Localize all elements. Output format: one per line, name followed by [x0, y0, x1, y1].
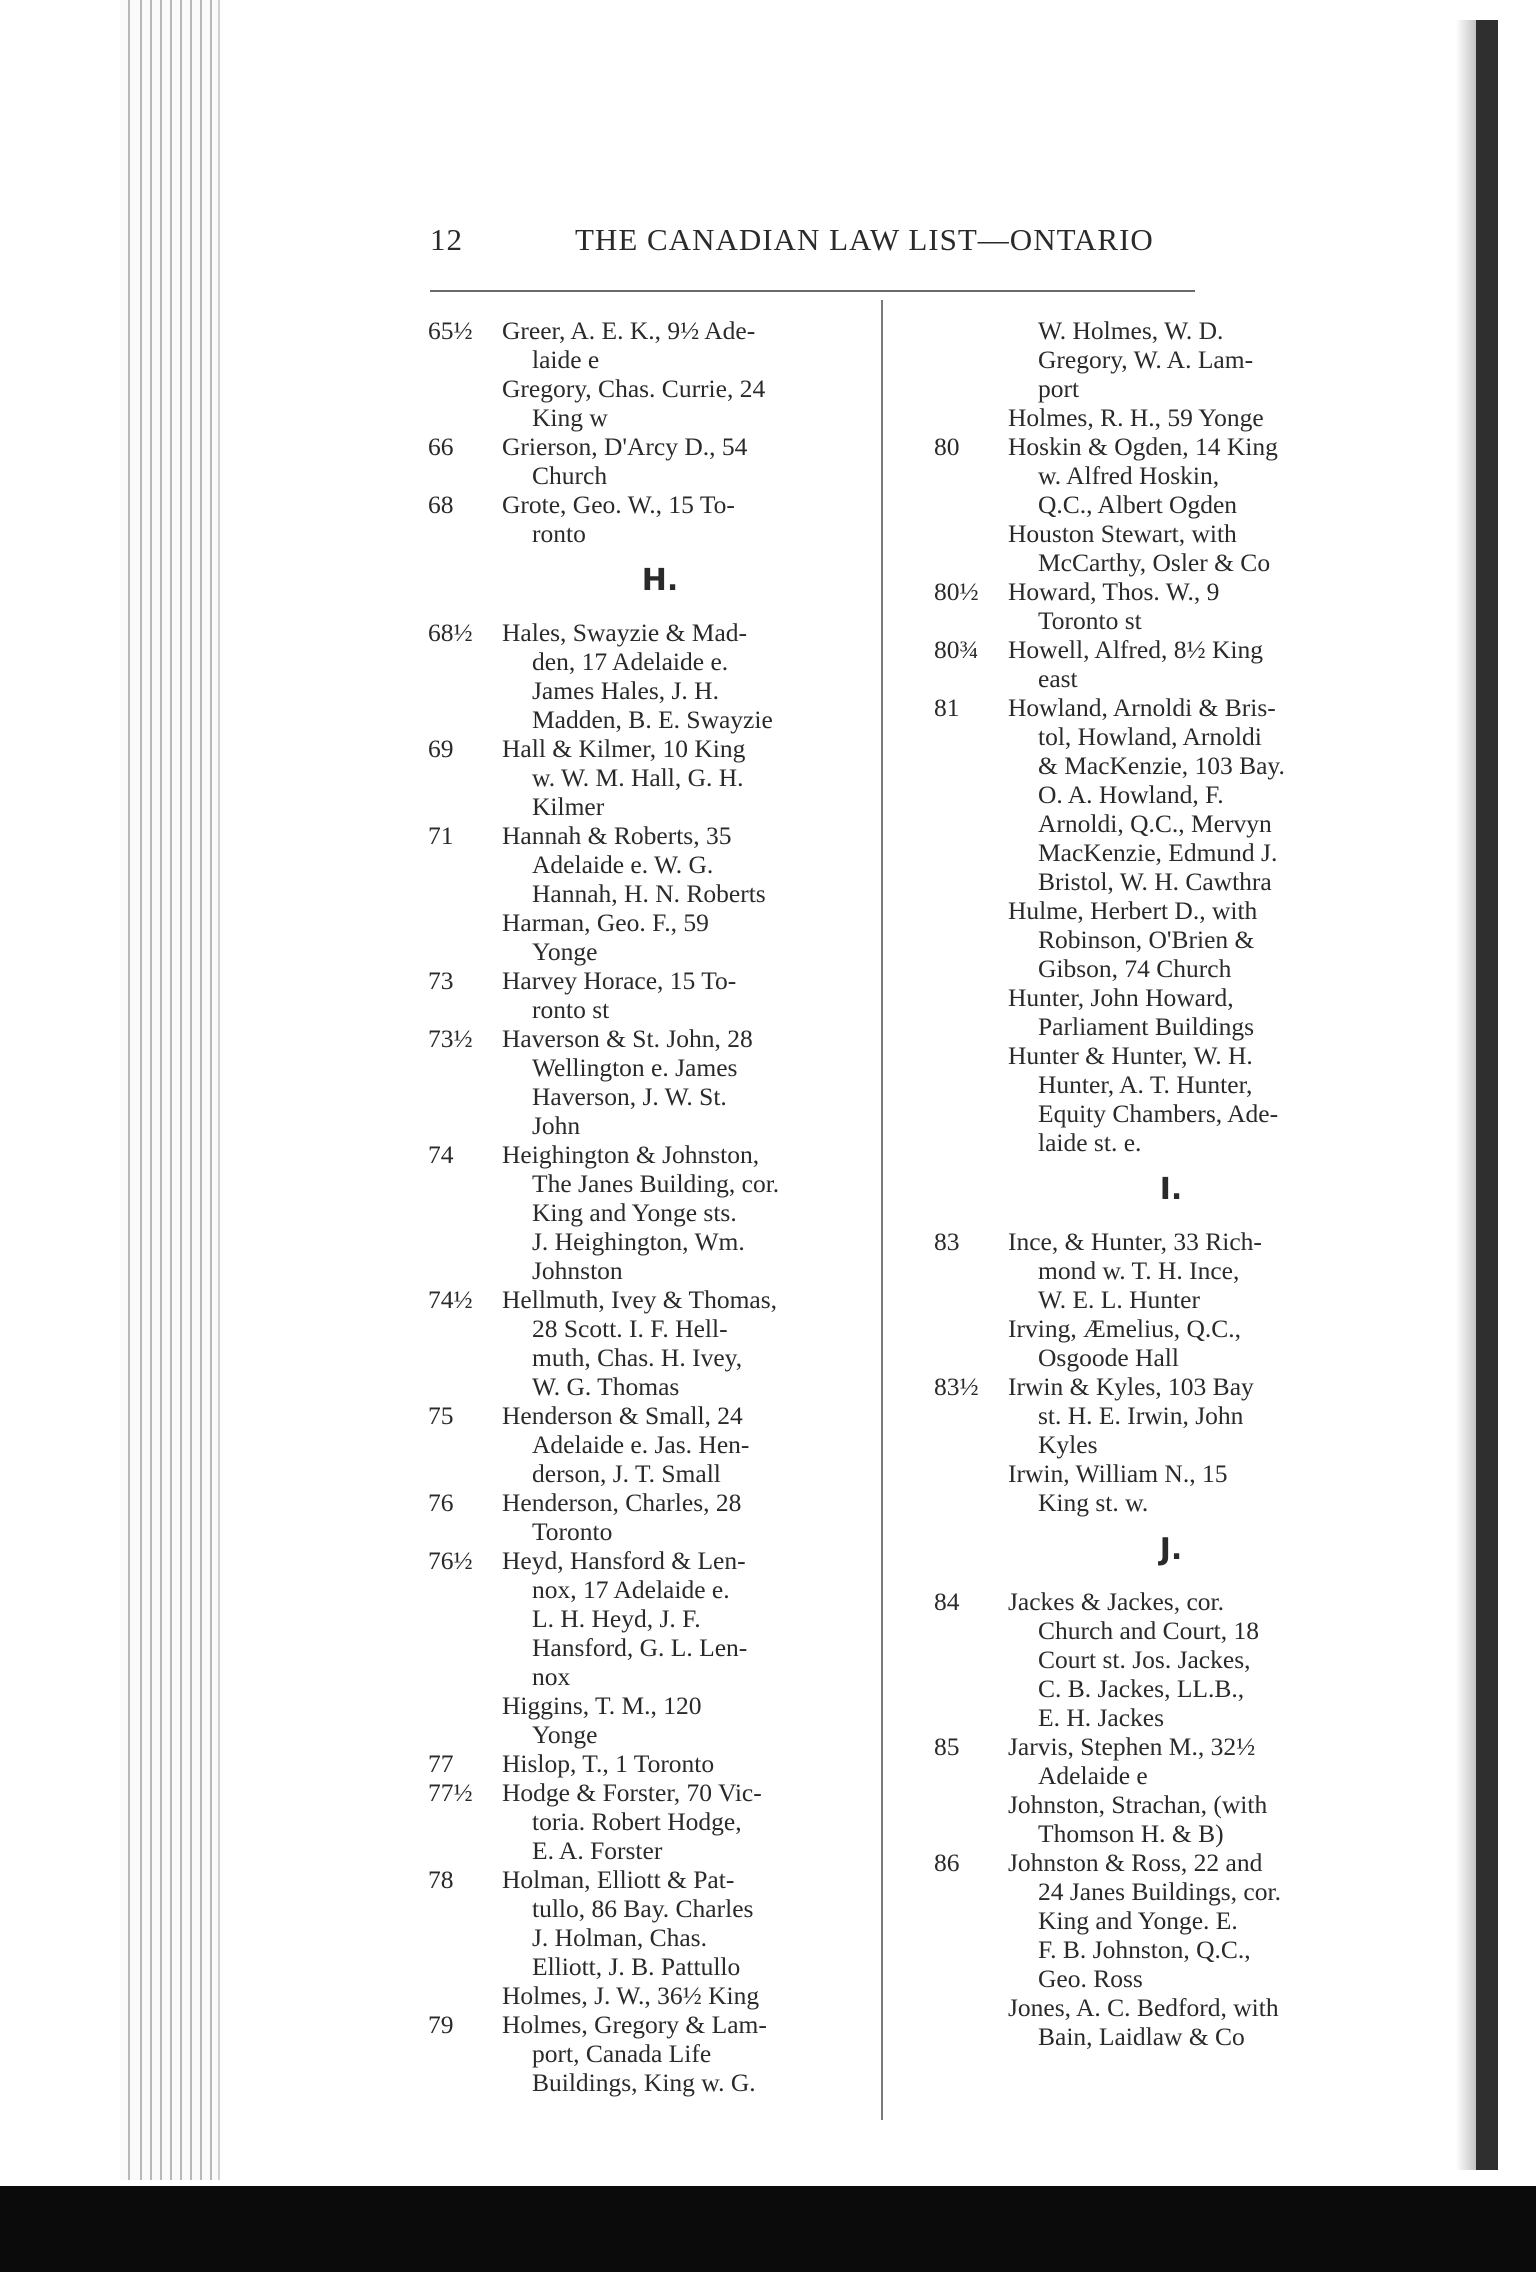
entry-line: st. H. E. Irwin, John	[1038, 1401, 1244, 1430]
entry-line: Madden, B. E. Swayzie	[532, 705, 773, 734]
entry-line: Harman, Geo. F., 59	[502, 908, 709, 937]
entry-line: nox, 17 Adelaide e.	[532, 1575, 730, 1604]
entry-line: Holmes, Gregory & Lam-	[502, 2010, 767, 2039]
section-heading: I.	[1159, 1172, 1183, 1207]
entry-line: E. H. Jackes	[1038, 1703, 1165, 1732]
entry-line: Hunter, A. T. Hunter,	[1038, 1070, 1253, 1099]
directory-entry	[934, 1314, 1334, 1372]
entry-number: 79	[428, 2010, 454, 2039]
directory-entry	[428, 432, 818, 490]
entry-line: Kyles	[1038, 1430, 1098, 1459]
entry-line: The Janes Building, cor.	[532, 1169, 780, 1198]
entry-line: Hulme, Herbert D., with	[1008, 896, 1258, 925]
entry-line: Adelaide e	[1038, 1761, 1148, 1790]
entry-line: C. B. Jackes, LL.B.,	[1038, 1674, 1245, 1703]
entry-line: W. Holmes, W. D.	[1038, 316, 1224, 345]
entry-line: Adelaide e. Jas. Hen-	[532, 1430, 750, 1459]
entry-line: Hannah, H. N. Roberts	[532, 879, 766, 908]
entry-line: toria. Robert Hodge,	[532, 1807, 742, 1836]
right-column	[934, 316, 1334, 2051]
entry-line: King st. w.	[1038, 1488, 1149, 1517]
entry-line: Heighington & Johnston,	[502, 1140, 760, 1169]
directory-entry	[428, 1981, 818, 2010]
directory-entry	[934, 403, 1334, 432]
entry-number: 78	[428, 1865, 454, 1894]
entry-line: w. Alfred Hoskin,	[1038, 461, 1220, 490]
entry-line: Yonge	[532, 937, 598, 966]
directory-entry	[428, 908, 818, 966]
directory-entry	[428, 1285, 818, 1401]
page-edge-line	[170, 0, 172, 2180]
entry-line: Hales, Swayzie & Mad-	[502, 618, 748, 647]
entry-line: Equity Chambers, Ade-	[1038, 1099, 1279, 1128]
entry-number: 77½	[428, 1778, 473, 1807]
entry-number: 80	[934, 432, 960, 461]
directory-entry	[428, 374, 818, 432]
directory-entry	[934, 1790, 1334, 1848]
entry-line: Gibson, 74 Church	[1038, 954, 1232, 983]
entry-line: F. B. Johnston, Q.C.,	[1038, 1935, 1251, 1964]
entry-line: Arnoldi, Q.C., Mervyn	[1038, 809, 1272, 838]
directory-entry	[428, 1691, 818, 1749]
entry-line: & MacKenzie, 103 Bay.	[1038, 751, 1285, 780]
directory-entry	[428, 316, 818, 374]
entry-line: Grierson, D'Arcy D., 54	[502, 432, 748, 461]
entry-line: Yonge	[532, 1720, 598, 1749]
directory-entry	[428, 618, 818, 734]
entry-line: Irving, Æmelius, Q.C.,	[1008, 1314, 1242, 1343]
directory-entry	[934, 1227, 1334, 1314]
entry-line: Hannah & Roberts, 35	[502, 821, 732, 850]
entry-line: Elliott, J. B. Pattullo	[532, 1952, 741, 1981]
entry-number: 81	[934, 693, 960, 722]
page-edge-line	[200, 0, 202, 2180]
entry-line: muth, Chas. H. Ivey,	[532, 1343, 743, 1372]
entry-number: 85	[934, 1732, 960, 1761]
entry-line: Henderson, Charles, 28	[502, 1488, 742, 1517]
entry-line: Church and Court, 18	[1038, 1616, 1259, 1645]
directory-entry	[428, 1546, 818, 1691]
entry-line: Johnston	[532, 1256, 623, 1285]
entry-number: 65½	[428, 316, 473, 345]
entry-line: Howard, Thos. W., 9	[1008, 577, 1220, 606]
entry-line: ronto	[532, 519, 586, 548]
entry-line: Gregory, W. A. Lam-	[1038, 345, 1254, 374]
entry-line: Hunter, John Howard,	[1008, 983, 1234, 1012]
entry-line: Toronto st	[1038, 606, 1142, 635]
entry-number: 80¾	[934, 635, 979, 664]
entry-line: Henderson & Small, 24	[502, 1401, 743, 1430]
entry-line: Church	[532, 461, 608, 490]
entry-line: Hall & Kilmer, 10 King	[502, 734, 746, 763]
entry-line: MacKenzie, Edmund J.	[1038, 838, 1278, 867]
page-edge-line	[180, 0, 182, 2180]
entry-line: Heyd, Hansford & Len-	[502, 1546, 746, 1575]
entry-line: King and Yonge sts.	[532, 1198, 737, 1227]
entry-line: Greer, A. E. K., 9½ Ade-	[502, 316, 756, 345]
directory-entry	[934, 1041, 1334, 1157]
directory-entry	[428, 966, 818, 1024]
entry-line: Irwin, William N., 15	[1008, 1459, 1228, 1488]
entry-line: Johnston, Strachan, (with	[1008, 1790, 1268, 1819]
directory-entry	[428, 490, 818, 548]
entry-number: 76	[428, 1488, 454, 1517]
entry-line: Hansford, G. L. Len-	[532, 1633, 748, 1662]
directory-entry	[428, 821, 818, 908]
entry-line: Gregory, Chas. Currie, 24	[502, 374, 766, 403]
directory-entry	[428, 1024, 818, 1140]
directory-entry	[428, 1749, 818, 1778]
directory-entry	[934, 432, 1334, 519]
entry-line: derson, J. T. Small	[532, 1459, 721, 1488]
entry-line: port, Canada Life	[532, 2039, 712, 2068]
entry-line: 24 Janes Buildings, cor.	[1038, 1877, 1281, 1906]
entry-line: Geo. Ross	[1038, 1964, 1143, 1993]
entry-line: Haverson & St. John, 28	[502, 1024, 753, 1053]
entry-number: 73	[428, 966, 454, 995]
entry-line: Thomson H. & B)	[1038, 1819, 1224, 1848]
entry-number: 75	[428, 1401, 454, 1430]
entry-number: 77	[428, 1749, 454, 1778]
entry-line: Houston Stewart, with	[1008, 519, 1237, 548]
entry-line: Bristol, W. H. Cawthra	[1038, 867, 1272, 896]
directory-entry	[428, 2010, 818, 2097]
entry-line: Haverson, J. W. St.	[532, 1082, 727, 1111]
entry-line: ronto st	[532, 995, 610, 1024]
entry-line: Bain, Laidlaw & Co	[1038, 2022, 1245, 2051]
entry-line: Johnston & Ross, 22 and	[1008, 1848, 1263, 1877]
directory-entry	[934, 896, 1334, 983]
entry-line: tullo, 86 Bay. Charles	[532, 1894, 754, 1923]
scan-bottom-edge	[0, 2186, 1536, 2272]
entry-line: O. A. Howland, F.	[1038, 780, 1224, 809]
entry-line: Hodge & Forster, 70 Vic-	[502, 1778, 762, 1807]
entry-line: Jones, A. C. Bedford, with	[1008, 1993, 1279, 2022]
entry-number: 66	[428, 432, 454, 461]
entry-number: 83½	[934, 1372, 979, 1401]
directory-entry	[428, 1865, 818, 1981]
entry-line: east	[1038, 664, 1078, 693]
entry-number: 73½	[428, 1024, 473, 1053]
page-number: 12	[430, 222, 463, 257]
entry-line: port	[1038, 374, 1080, 403]
directory-entry	[934, 693, 1334, 896]
left-column	[428, 316, 818, 2097]
entry-line: Kilmer	[532, 792, 605, 821]
entry-line: den, 17 Adelaide e.	[532, 647, 729, 676]
entry-line: Hunter & Hunter, W. H.	[1008, 1041, 1253, 1070]
entry-line: J. Heighington, Wm.	[532, 1227, 745, 1256]
entry-line: laide st. e.	[1038, 1128, 1142, 1157]
entry-line: Grote, Geo. W., 15 To-	[502, 490, 735, 519]
entry-line: 28 Scott. I. F. Hell-	[532, 1314, 728, 1343]
entry-line: E. A. Forster	[532, 1836, 663, 1865]
entry-number: 71	[428, 821, 454, 850]
directory-entry	[428, 1778, 818, 1865]
entry-number: 84	[934, 1587, 960, 1616]
entry-line: J. Holman, Chas.	[532, 1923, 707, 1952]
entry-number: 74	[428, 1140, 454, 1169]
entry-line: Robinson, O'Brien &	[1038, 925, 1255, 954]
directory-entry	[428, 1401, 818, 1488]
page-edge-line	[140, 0, 142, 2180]
entry-line: Q.C., Albert Ogden	[1038, 490, 1238, 519]
entry-number: 83	[934, 1227, 960, 1256]
entry-line: W. G. Thomas	[532, 1372, 680, 1401]
entry-line: King w	[532, 403, 608, 432]
entry-line: Irwin & Kyles, 103 Bay	[1008, 1372, 1254, 1401]
entry-line: nox	[532, 1662, 571, 1691]
running-title: THE CANADIAN LAW LIST—ONTARIO	[575, 222, 1154, 257]
column-divider	[881, 300, 883, 2120]
entry-line: Hellmuth, Ivey & Thomas,	[502, 1285, 778, 1314]
entry-line: L. H. Heyd, J. F.	[532, 1604, 701, 1633]
directory-entry	[934, 1459, 1334, 1517]
page-edge-line	[150, 0, 152, 2180]
entry-line: Toronto	[532, 1517, 613, 1546]
entry-line: Jarvis, Stephen M., 32½	[1008, 1732, 1256, 1761]
entry-line: Holmes, J. W., 36½ King	[502, 1981, 760, 2010]
entry-line: Howell, Alfred, 8½ King	[1008, 635, 1263, 664]
entry-number: 68½	[428, 618, 473, 647]
directory-entry	[934, 1372, 1334, 1459]
entry-line: Hislop, T., 1 Toronto	[502, 1749, 715, 1778]
directory-entry	[934, 1587, 1334, 1732]
entry-line: Adelaide e. W. G.	[532, 850, 714, 879]
entry-line: John	[532, 1111, 581, 1140]
directory-entry	[934, 635, 1334, 693]
directory-entry	[934, 983, 1334, 1041]
entry-line: McCarthy, Osler & Co	[1038, 548, 1271, 577]
entry-number: 80½	[934, 577, 979, 606]
directory-entry	[934, 577, 1334, 635]
header-rule	[430, 290, 1195, 292]
entry-number: 74½	[428, 1285, 473, 1314]
directory-entry	[934, 1993, 1334, 2051]
directory-entry	[428, 734, 818, 821]
entry-line: W. E. L. Hunter	[1038, 1285, 1200, 1314]
entry-line: James Hales, J. H.	[532, 676, 719, 705]
page-edge-line	[210, 0, 212, 2180]
running-header	[430, 222, 1195, 266]
entry-continuation	[934, 316, 1334, 403]
entry-line: Parliament Buildings	[1038, 1012, 1255, 1041]
section-heading: H.	[641, 563, 679, 598]
entry-line: Hoskin & Ogden, 14 King	[1008, 432, 1278, 461]
entry-line: Holman, Elliott & Pat-	[502, 1865, 735, 1894]
entry-line: Wellington e. James	[532, 1053, 738, 1082]
directory-entry	[934, 1848, 1334, 1993]
entry-number: 68	[428, 490, 454, 519]
directory-entry	[934, 519, 1334, 577]
page-edge-line	[190, 0, 192, 2180]
directory-entry	[428, 1488, 818, 1546]
entry-number: 86	[934, 1848, 960, 1877]
page-edge-line	[160, 0, 162, 2180]
entry-line: Higgins, T. M., 120	[502, 1691, 702, 1720]
entry-line: Harvey Horace, 15 To-	[502, 966, 737, 995]
entry-line: Court st. Jos. Jackes,	[1038, 1645, 1251, 1674]
entry-line: tol, Howland, Arnoldi	[1038, 722, 1262, 751]
section-heading: J.	[1159, 1532, 1183, 1567]
spine-shadow	[1456, 20, 1478, 2170]
entry-line: mond w. T. H. Ince,	[1038, 1256, 1240, 1285]
entry-line: Ince, & Hunter, 33 Rich-	[1008, 1227, 1262, 1256]
entry-line: Buildings, King w. G.	[532, 2068, 756, 2097]
page-edge-line	[128, 0, 130, 2180]
entry-number: 76½	[428, 1546, 473, 1575]
entry-line: Jackes & Jackes, cor.	[1008, 1587, 1224, 1616]
book-spine	[1476, 20, 1498, 2170]
directory-entry	[428, 1140, 818, 1285]
entry-line: Howland, Arnoldi & Bris-	[1008, 693, 1276, 722]
entry-line: laide e	[532, 345, 600, 374]
entry-number: 69	[428, 734, 454, 763]
entry-line: w. W. M. Hall, G. H.	[532, 763, 744, 792]
entry-line: King and Yonge. E.	[1038, 1906, 1238, 1935]
directory-entry	[934, 1732, 1334, 1790]
entry-line: Holmes, R. H., 59 Yonge	[1008, 403, 1264, 432]
entry-line: Osgoode Hall	[1038, 1343, 1179, 1372]
